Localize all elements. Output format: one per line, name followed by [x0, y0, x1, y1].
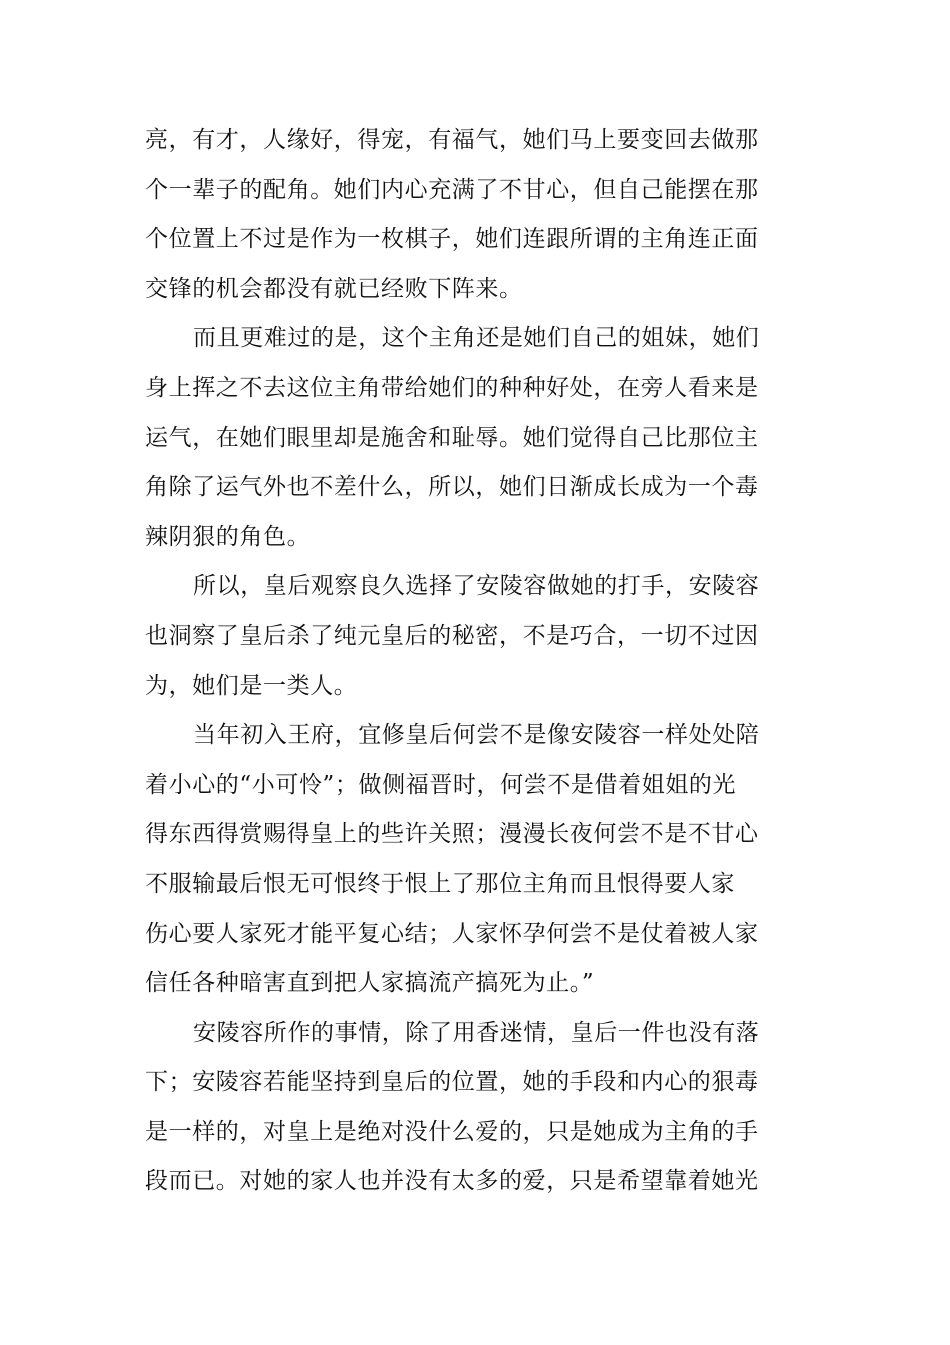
text-line: 安陵容所作的事情，除了用香迷情，皇后一件也没有落	[193, 1019, 760, 1046]
paragraph-3	[145, 562, 760, 711]
text-line: 是一样的，对皇上是绝对没什么爱的，只是她成为主角的手	[145, 1118, 759, 1145]
text-line: 信任各种暗害直到把人家搞流产搞死为止。”	[145, 970, 595, 997]
paragraph-1	[145, 116, 759, 314]
text-line: 而且更难过的是，这个主角还是她们自己的姐妹，她们	[193, 325, 760, 352]
paragraph-5	[145, 1009, 760, 1207]
text-line: 亮，有才，人缘好，得宠，有福气，她们马上要变回去做那	[145, 127, 759, 153]
paragraph-2	[145, 314, 760, 562]
article-body	[145, 116, 760, 1207]
paragraph-4	[145, 711, 760, 1009]
text-line: 角除了运气外也不差什么，所以，她们日渐成长成为一个毒	[145, 474, 759, 501]
text-line: 得东西得赏赐得皇上的些许关照；漫漫长夜何尝不是不甘心	[145, 821, 759, 848]
text-line: 运气，在她们眼里却是施舍和耻辱。她们觉得自己比那位主	[145, 424, 759, 451]
text-line: 当年初入王府，宜修皇后何尝不是像安陵容一样处处陪	[193, 722, 760, 749]
text-line: 身上挥之不去这位主角带给她们的种种好处，在旁人看来是	[145, 374, 759, 401]
text-line: 不服输最后恨无可恨终于恨上了那位主角而且恨得要人家	[145, 870, 735, 897]
text-line: 个位置上不过是作为一枚棋子，她们连跟所谓的主角连正面	[145, 226, 759, 253]
text-line: 也洞察了皇后杀了纯元皇后的秘密，不是巧合，一切不过因	[145, 622, 759, 649]
text-line: 下；安陵容若能坚持到皇后的位置，她的手段和内心的狠毒	[145, 1069, 759, 1096]
text-line: 交锋的机会都没有就已经败下阵来。	[145, 275, 523, 302]
text-line: 着小心的“小可怜”；做侧福晋时，何尝不是借着姐姐的光	[145, 771, 737, 798]
text-line: 伤心要人家死才能平复心结；人家怀孕何尝不是仗着被人家	[145, 920, 759, 947]
text-line: 所以，皇后观察良久选择了安陵容做她的打手，安陵容	[193, 573, 760, 600]
text-line: 个一辈子的配角。她们内心充满了不甘心，但自己能摆在那	[145, 176, 759, 203]
text-line: 段而已。对她的家人也并没有太多的爱，只是希望靠着她光	[145, 1168, 759, 1195]
text-line: 为，她们是一类人。	[145, 672, 358, 699]
text-line: 辣阴狠的角色。	[145, 523, 311, 550]
